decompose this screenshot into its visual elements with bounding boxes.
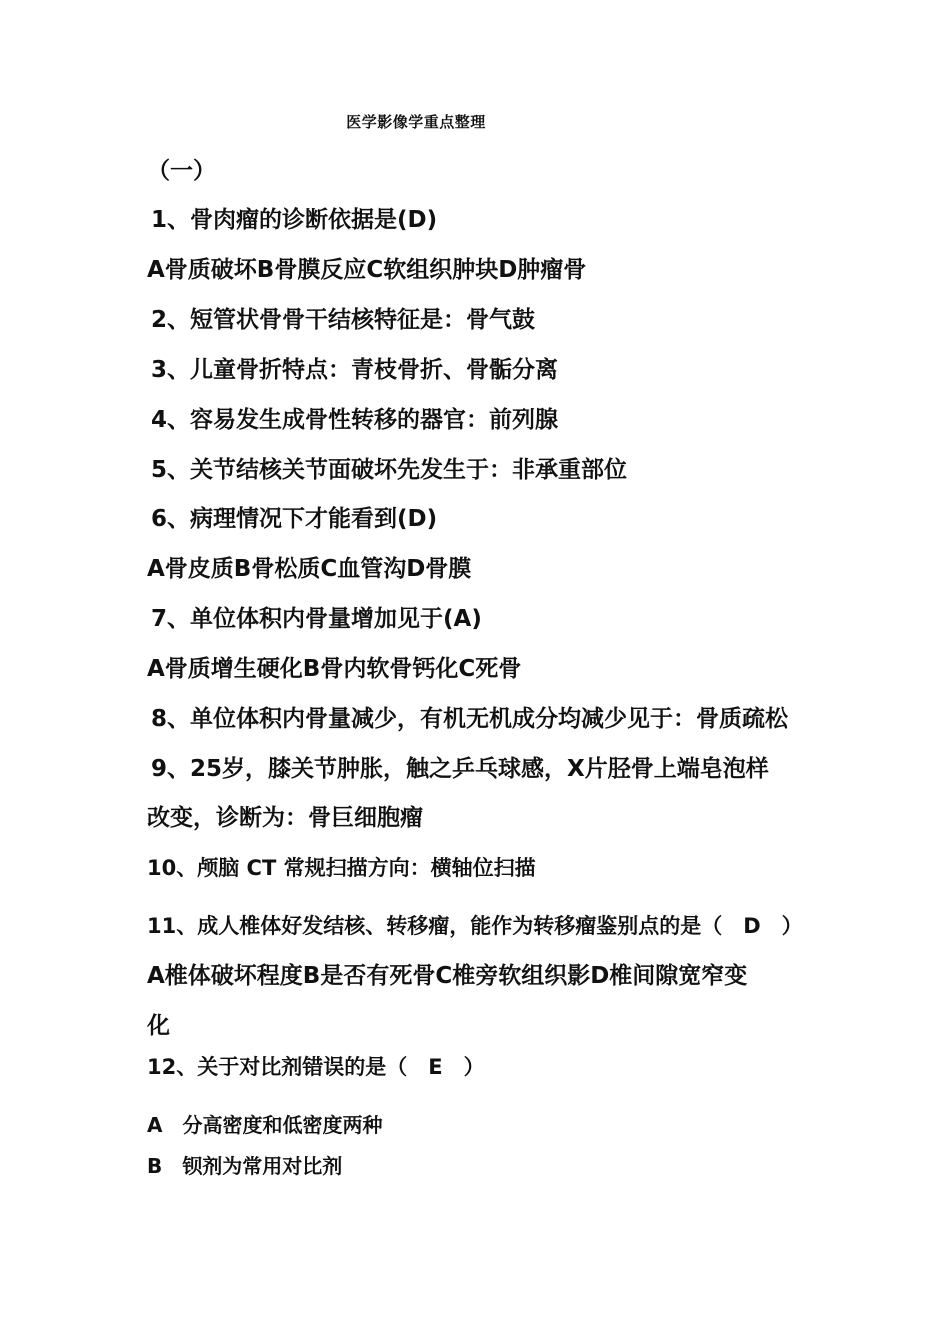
section-heading: （一） <box>147 158 216 184</box>
question-6: 6、病理情况下才能看到(D) <box>151 506 438 532</box>
question-12: 12、关于对比剂错误的是（ E ） <box>147 1055 485 1079</box>
document-title: 医学影像学重点整理 <box>346 113 486 131</box>
question-9: 9、25岁，膝关节肿胀，触之乒乓球感，X片胫骨上端皂泡样 <box>151 756 769 782</box>
question-1: 1、骨肉瘤的诊断依据是(D) <box>151 207 438 233</box>
question-5: 5、关节结核关节面破坏先发生于：非承重部位 <box>151 457 628 483</box>
question-8: 8、单位体积内骨量减少，有机无机成分均减少见于：骨质疏松 <box>151 706 789 732</box>
question-7-options: A骨质增生硬化B骨内软骨钙化C死骨 <box>147 656 522 682</box>
question-6-options: A骨皮质B骨松质C血管沟D骨膜 <box>147 556 472 582</box>
question-1-options: A骨质破坏B骨膜反应C软组织肿块D肿瘤骨 <box>147 257 587 283</box>
question-2: 2、短管状骨骨干结核特征是：骨气鼓 <box>151 307 536 333</box>
question-7: 7、单位体积内骨量增加见于(A) <box>151 606 482 632</box>
question-12-option-b: B 钡剂为常用对比剂 <box>147 1154 343 1178</box>
question-10: 10、颅脑 CT 常规扫描方向：横轴位扫描 <box>147 856 536 880</box>
question-3: 3、儿童骨折特点：青枝骨折、骨骺分离 <box>151 357 559 383</box>
question-4: 4、容易发生成骨性转移的器官：前列腺 <box>151 407 559 433</box>
question-11-options: A椎体破坏程度B是否有死骨C椎旁软组织影D椎间隙宽窄变 <box>147 963 748 989</box>
question-12-option-a: A 分高密度和低密度两种 <box>147 1113 383 1137</box>
question-11-options-continued: 化 <box>147 1013 170 1039</box>
question-11: 11、成人椎体好发结核、转移瘤，能作为转移瘤鉴别点的是（ D ） <box>147 914 803 938</box>
question-9-continued: 改变，诊断为：骨巨细胞瘤 <box>147 805 423 831</box>
